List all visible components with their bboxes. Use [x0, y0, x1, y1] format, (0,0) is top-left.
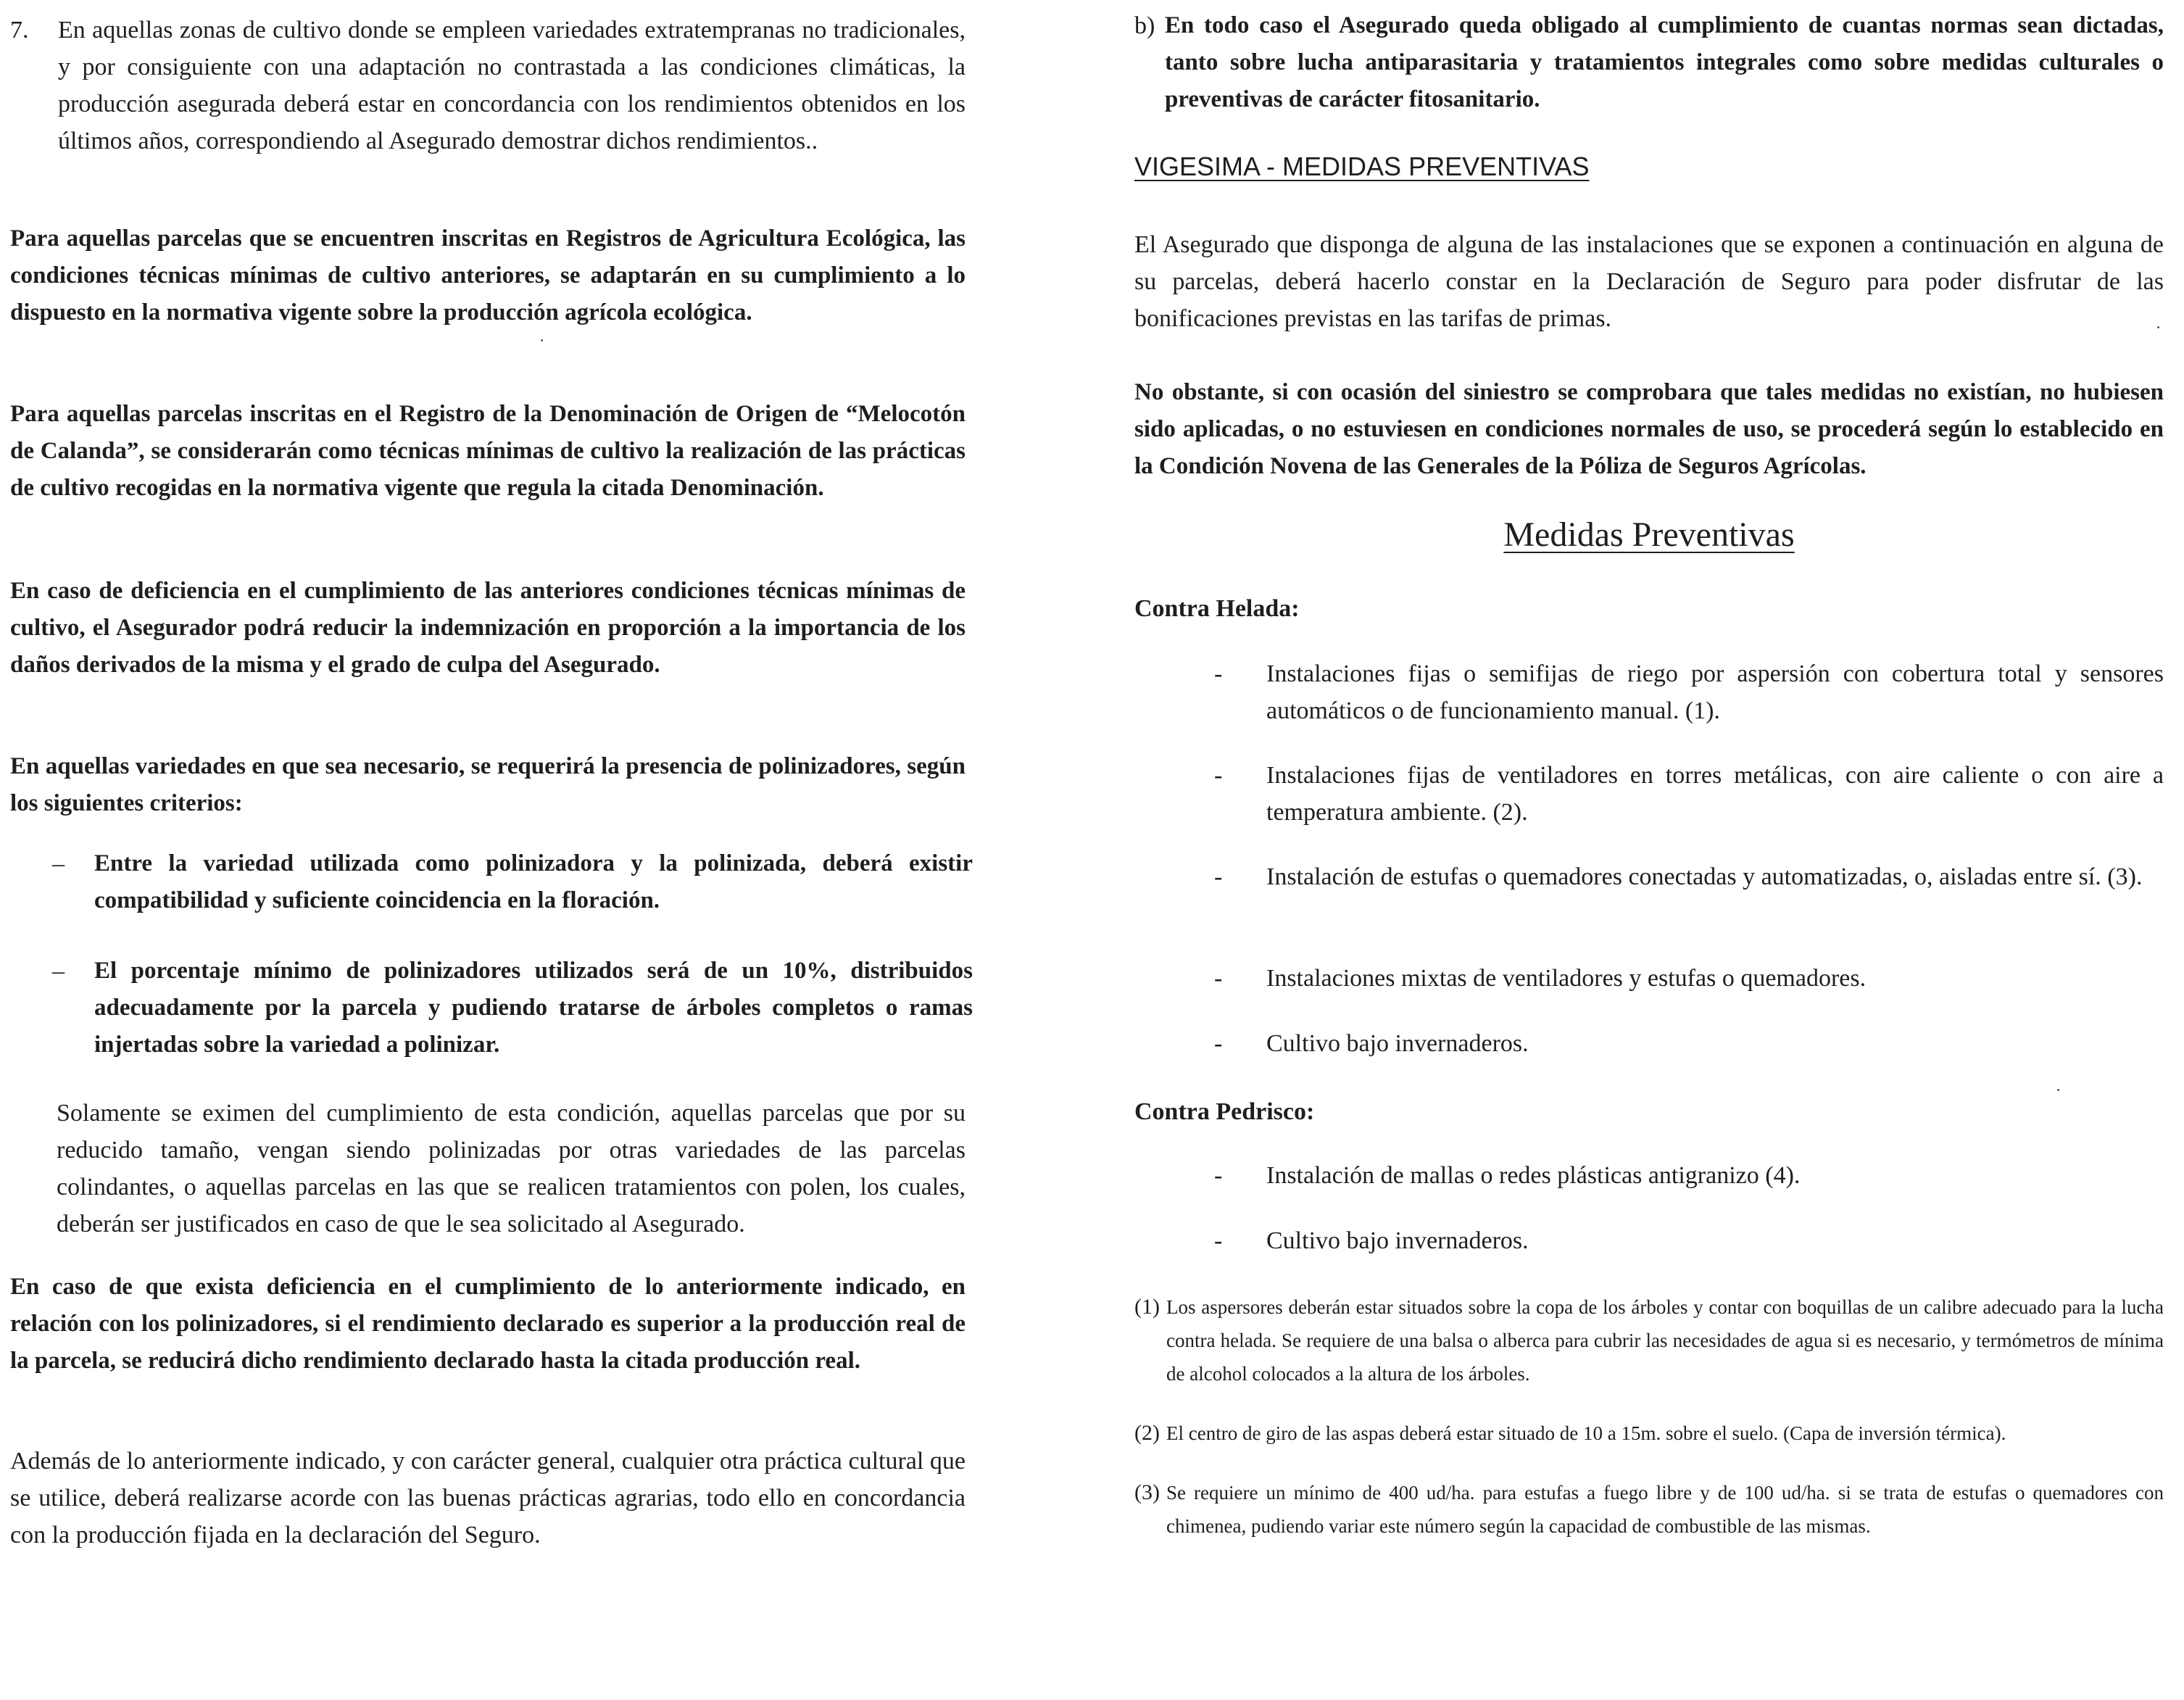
- paragraph-denominacion-origen: Para aquellas parcelas inscritas en el Registro de la Denominación de Origen de “Melocotón de Calanda”, se considerarán como técnicas mínimas de cultivo la realización de las prácticas de cultivo recogidas en la normativa vigente que regula la citada Denominación.: [10, 401, 966, 501]
- helada-item-text: Instalaciones fijas de ventiladores en torres metálicas, con aire caliente o con aire a temperatura ambiente. (2).: [1266, 762, 2164, 826]
- dash-marker: -: [1214, 762, 1223, 789]
- paragraph-deficiencia-cumplimiento: En caso de deficiencia en el cumplimiento de las anteriores condiciones técnicas mínimas de cultivo, el Asegurador podrá reducir la indemnización en proporción a la importancia de los daños derivados de la misma y el grado de culpa del Asegurado.: [10, 578, 966, 678]
- dash-marker: -: [1214, 1030, 1223, 1057]
- helada-item-text: Instalaciones fijas o semifijas de riego por aspersión con cobertura total y sensores automáticos o de funcionamiento manual. (1).: [1266, 660, 2164, 724]
- footnote-number: (3): [1134, 1480, 1160, 1504]
- paragraph-polinizadores: En aquellas variedades en que sea necesario, se requerirá la presencia de polinizadores, según los siguientes criterios:: [10, 753, 966, 816]
- title-text: Medidas Preventivas: [1503, 515, 1795, 554]
- footnote-3: [1134, 1476, 2164, 1543]
- dash-marker: -: [1214, 1162, 1223, 1189]
- pedrisco-item-text: Instalación de mallas o redes plásticas antigranizo (4).: [1266, 1162, 1801, 1189]
- subheading-helada: Contra Helada:: [1134, 595, 1300, 622]
- dash-marker: –: [52, 958, 65, 984]
- paragraph-exenciones: Solamente se eximen del cumplimiento de esta condición, aquellas parcelas que por su reducido tamaño, vengan siendo polinizadas por otras variedades de las parcelas colindantes, o aquellas parcelas en las que se realicen tratamientos con polen, los cuales, deberán ser justificados en caso de que le sea solicitado al Asegurado.: [57, 1100, 966, 1237]
- footnote-text: Los aspersores deberán estar situados sobre la copa de los árboles y contar con boquillas de un calibre adecuado para la lucha contra helada. Se requiere de una balsa o alberca para cubrir las necesidades de agua si es necesario, y termómetros de mínima de alcohol colocados a la altura de los árboles.: [1166, 1296, 2164, 1385]
- paragraph-instalaciones: El Asegurado que disponga de alguna de las instalaciones que se exponen a continuación en alguna de su parcelas, deberá hacerlo constar en la Declaración de Seguro para poder disfrutar de las bonificaciones previstas en las tarifas de primas.: [1134, 231, 2164, 332]
- helada-item-text: Cultivo bajo invernaderos.: [1266, 1030, 1529, 1057]
- item-letter: b): [1134, 12, 1155, 39]
- helada-item: [1214, 960, 2164, 997]
- dash-marker: -: [1214, 1227, 1223, 1254]
- subheading-pedrisco: Contra Pedrisco:: [1134, 1098, 1315, 1125]
- medidas-preventivas-title: [1134, 513, 2164, 557]
- helada-item-text: Instalaciones mixtas de ventiladores y estufas o quemadores.: [1266, 965, 1867, 992]
- numbered-item-7: [10, 12, 974, 159]
- helada-item: [1214, 858, 2164, 895]
- scan-speck: [2057, 1089, 2059, 1091]
- helada-item: [1214, 1025, 2164, 1062]
- footnote-1: [1134, 1290, 2164, 1390]
- footnote-number: (1): [1134, 1295, 1160, 1319]
- item-b-text: En todo caso el Asegurado queda obligado al cumplimiento de cuantas normas sean dictadas, tanto sobre lucha antiparasitaria y tratamientos integrales como sobre medidas culturales o preventivas de carácter fitosanitario.: [1165, 12, 2164, 112]
- footnote-number: (2): [1134, 1421, 1160, 1445]
- footnote-2: [1134, 1417, 2164, 1450]
- scan-speck: [541, 339, 543, 341]
- item-7-text: En aquellas zonas de cultivo donde se empleen variedades extratempranas no tradicionales, y por consiguiente con una adaptación no contrastada a las condiciones climáticas, la producción asegurada deberá estar en concordancia con los rendimientos obtenidos en los últimos años, correspondiendo al Asegurado demostrar dichos rendimientos..: [58, 17, 966, 154]
- section-heading: VIGESIMA - MEDIDAS PREVENTIVAS: [1134, 152, 1590, 181]
- helada-item: [1214, 757, 2164, 831]
- paragraph-no-obstante: No obstante, si con ocasión del siniestro se comprobara que tales medidas no existían, no hubiesen sido aplicadas, o no estuviesen en condiciones normales de uso, se procederá según lo establecido en la Condición Novena de las Generales de la Póliza de Seguros Agrícolas.: [1134, 379, 2164, 479]
- footnote-text: El centro de giro de las aspas deberá estar situado de 10 a 15m. sobre el suelo. (Capa de inversión térmica).: [1166, 1422, 2006, 1444]
- item-number: 7.: [10, 17, 29, 43]
- lettered-item-b: [1134, 7, 2164, 118]
- criteria-text: El porcentaje mínimo de polinizadores utilizados será de un 10%, distribuidos adecuadamente por la parcela y pudiendo tratarse de árboles completos o ramas injertadas sobre la variedad a polinizar.: [94, 958, 973, 1058]
- scan-speck: [2157, 326, 2159, 328]
- dash-marker: -: [1214, 660, 1223, 687]
- helada-item: [1214, 655, 2164, 729]
- dash-marker: -: [1214, 965, 1223, 992]
- dash-marker: –: [52, 850, 65, 877]
- pedrisco-item-text: Cultivo bajo invernaderos.: [1266, 1227, 1529, 1254]
- dash-marker: -: [1214, 863, 1223, 890]
- paragraph-agricultura-ecologica: Para aquellas parcelas que se encuentren inscritas en Registros de Agricultura Ecológica, las condiciones técnicas mínimas de cultivo anteriores, se adaptarán en su cumplimiento a lo dispuesto en la normativa vigente sobre la producción agrícola ecológica.: [10, 225, 966, 326]
- footnote-text: Se requiere un mínimo de 400 ud/ha. para estufas a fuego libre y de 100 ud/ha. si se trata de estufas o quemadores con chimenea, pudiendo variar este número según la capacidad de combustible de las mismas.: [1166, 1482, 2164, 1537]
- helada-item-text: Instalación de estufas o quemadores conectadas y automatizadas, o, aisladas entre sí. (3).: [1266, 863, 2143, 890]
- criteria-text: Entre la variedad utilizada como polinizadora y la polinizada, deberá existir compatibilidad y suficiente coincidencia en la floración.: [94, 850, 973, 913]
- paragraph-caracter-general: Además de lo anteriormente indicado, y con carácter general, cualquier otra práctica cultural que se utilice, deberá realizarse acorde con las buenas prácticas agrarias, todo ello en concordancia con la producción fijada en la declaración del Seguro.: [10, 1448, 966, 1548]
- pedrisco-item: [1214, 1222, 2164, 1259]
- criteria-item: [52, 953, 973, 1063]
- pedrisco-item: [1214, 1157, 2164, 1194]
- paragraph-rendimiento-declarado: En caso de que exista deficiencia en el cumplimiento de lo anteriormente indicado, en relación con los polinizadores, si el rendimiento declarado es superior a la producción real de la parcela, se reducirá dicho rendimiento declarado hasta la citada producción real.: [10, 1274, 966, 1374]
- criteria-item: [52, 845, 973, 919]
